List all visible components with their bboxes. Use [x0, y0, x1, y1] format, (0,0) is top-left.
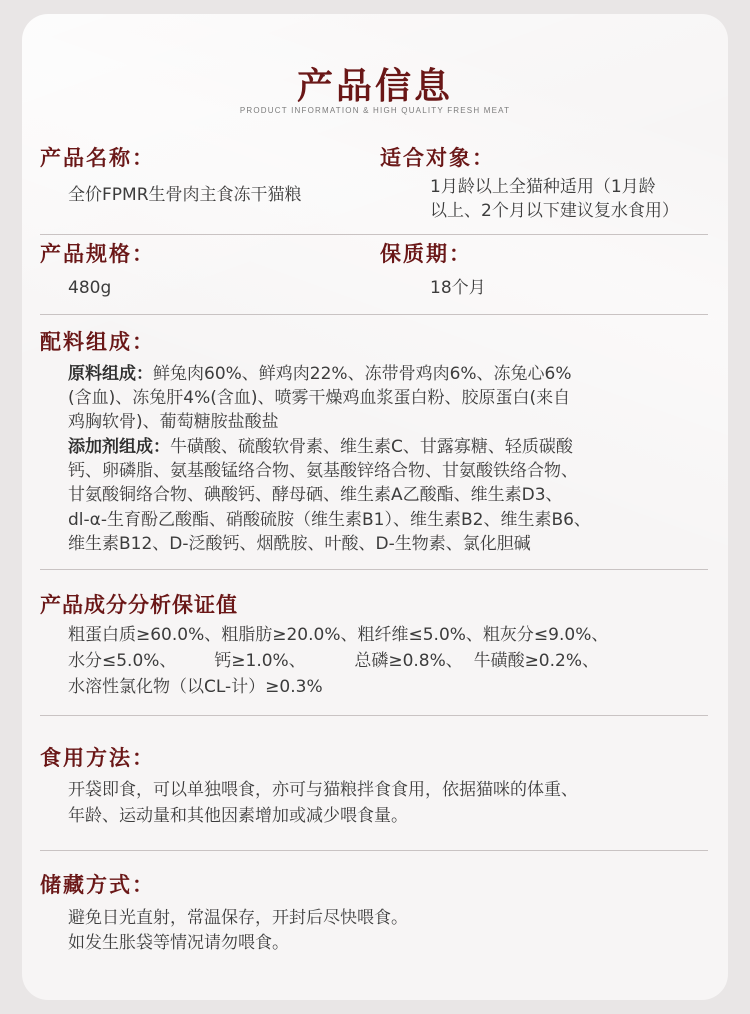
- analysis-line-2: 水分≤5.0%、 钙≥1.0%、 总磷≥0.8%、 牛磺酸≥0.2%、: [68, 651, 600, 671]
- ingredients-additive-line-3: 甘氨酸铜络合物、碘酸钙、酵母硒、维生素A乙酸酯、维生素D3、: [68, 485, 563, 505]
- ingredients-additive-line-1: 添加剂组成：牛磺酸、硫酸软骨素、维生素C、甘露寡糖、轻质碳酸: [68, 437, 573, 457]
- analysis-line-1: 粗蛋白质≥60.0%、粗脂肪≥20.0%、粗纤维≤5.0%、粗灰分≤9.0%、: [68, 625, 609, 645]
- divider: [40, 715, 708, 716]
- spec-heading: 产品规格：: [40, 242, 155, 266]
- usage-line-2: 年龄、运动量和其他因素增加或减少喂食量。: [68, 806, 408, 826]
- storage-line-2: 如发生胀袋等情况请勿喂食。: [68, 933, 289, 953]
- raw-materials-title: 原料组成：: [68, 364, 153, 384]
- page-subtitle: PRODUCT INFORMATION & HIGH QUALITY FRESH MEAT: [239, 106, 511, 115]
- analysis-line-3: 水溶性氯化物（以CL-计）≥0.3%: [68, 677, 323, 697]
- ingredients-raw-line-1: 原料组成：鲜兔肉60%、鲜鸡肉22%、冻带骨鸡肉6%、冻兔心6%: [68, 364, 572, 384]
- ingredients-raw-line-2: (含血)、冻兔肝4%(含血)、喷雾干燥鸡血浆蛋白粉、胶原蛋白(来自: [68, 388, 571, 408]
- ingredients-additive-line-4: dl-α-生育酚乙酸酯、硝酸硫胺（维生素B1）、维生素B2、维生素B6、: [68, 510, 591, 530]
- shelf-life-heading: 保质期：: [380, 242, 472, 266]
- page-title: 产品信息: [296, 66, 453, 107]
- ingredients-raw-line-3: 鸡胸软骨)、葡萄糖胺盐酸盐: [68, 412, 279, 432]
- divider: [40, 314, 708, 315]
- product-name-heading: 产品名称：: [40, 146, 155, 170]
- divider: [40, 569, 708, 570]
- target-line-1: 1月龄以上全猫种适用（1月龄: [430, 177, 656, 197]
- spec-value: 480g: [68, 278, 112, 298]
- shelf-life-value: 18个月: [430, 278, 486, 298]
- additives-title: 添加剂组成：: [68, 437, 170, 457]
- divider: [40, 850, 708, 851]
- divider: [40, 234, 708, 235]
- storage-heading: 储藏方式：: [40, 873, 155, 897]
- usage-line-1: 开袋即食，可以单独喂食，亦可与猫粮拌食食用，依据猫咪的体重、: [68, 780, 578, 800]
- product-name-value: 全价FPMR生骨肉主食冻干猫粮: [68, 185, 302, 205]
- storage-line-1: 避免日光直射，常温保存，开封后尽快喂食。: [68, 908, 408, 928]
- analysis-heading: 产品成分分析保证值: [40, 593, 238, 617]
- ingredients-additive-line-2: 钙、卵磷脂、氨基酸锰络合物、氨基酸锌络合物、甘氨酸铁络合物、: [68, 461, 578, 481]
- info-card: [22, 14, 728, 1000]
- ingredients-heading: 配料组成：: [40, 330, 155, 354]
- target-line-2: 以上、2个月以下建议复水食用）: [430, 201, 679, 221]
- usage-heading: 食用方法：: [40, 746, 155, 770]
- ingredients-additive-line-5: 维生素B12、D-泛酸钙、烟酰胺、叶酸、D-生物素、氯化胆碱: [68, 534, 531, 554]
- target-heading: 适合对象：: [380, 146, 495, 170]
